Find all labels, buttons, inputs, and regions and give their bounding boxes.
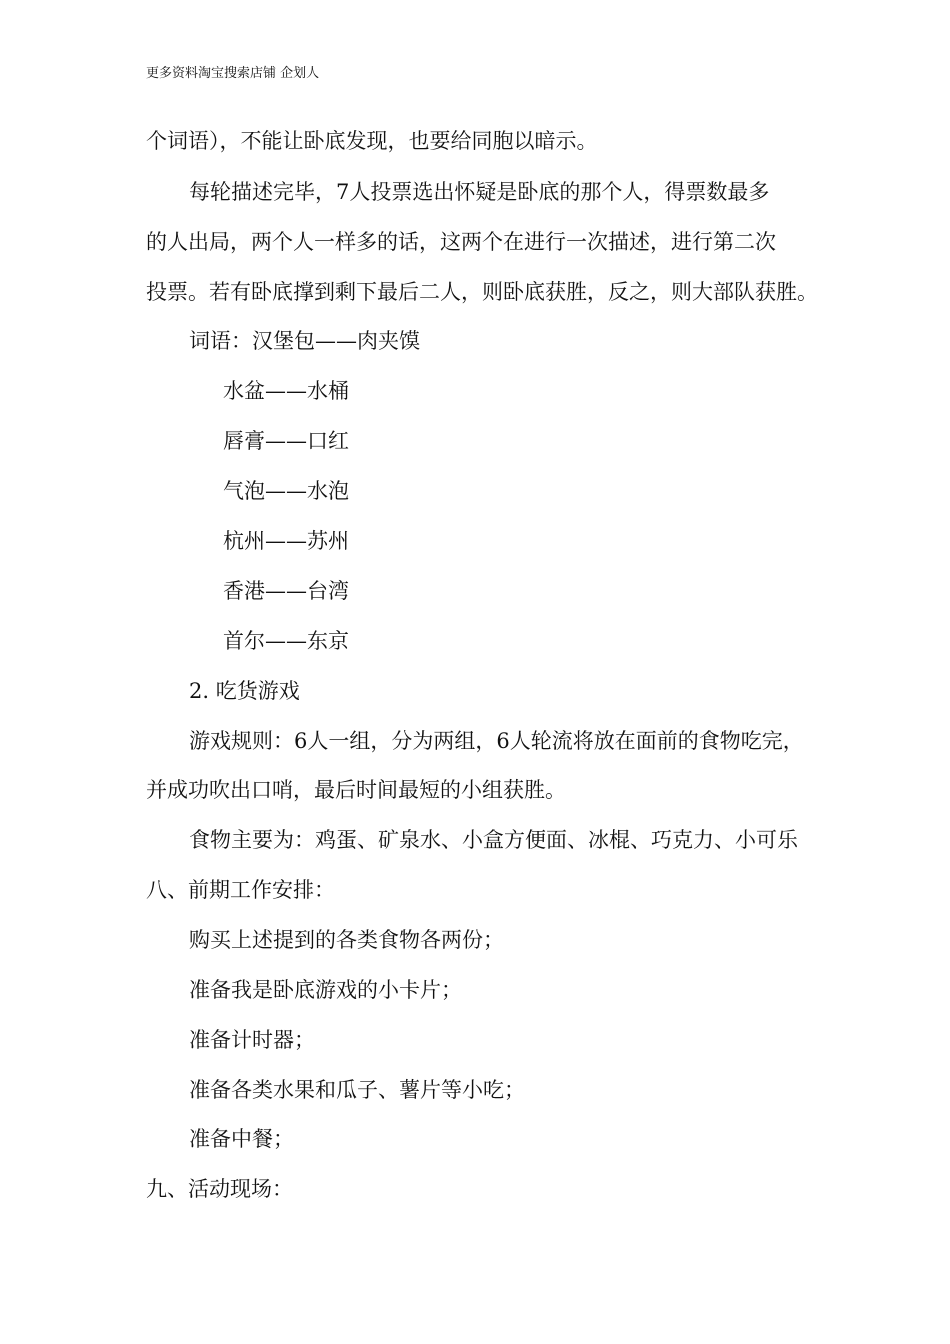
paragraph-line: 每轮描述完毕，7人投票选出怀疑是卧底的那个人，得票数最多 (189, 180, 770, 204)
task-item: 准备计时器； (189, 1028, 315, 1052)
paragraph-line: 并成功吹出口哨，最后时间最短的小组获胜。 (146, 778, 566, 802)
word-pair: 杭州——苏州 (223, 529, 349, 553)
word-pair: 香港——台湾 (223, 579, 349, 603)
word-pair: 气泡——水泡 (223, 479, 349, 503)
task-item: 准备中餐； (189, 1127, 294, 1151)
paragraph-line: 个词语），不能让卧底发现，也要给同胞以暗示。 (146, 129, 598, 153)
paragraph-line: 的人出局，两个人一样多的话，这两个在进行一次描述，进行第二次 (146, 230, 776, 254)
section-heading: 八、前期工作安排： (146, 878, 335, 902)
paragraph-line: 投票。若有卧底撑到剩下最后二人，则卧底获胜，反之，则大部队获胜。 (146, 280, 818, 304)
word-pair: 唇膏——口红 (223, 429, 349, 453)
paragraph-line: 游戏规则：6人一组，分为两组，6人轮流将放在面前的食物吃完， (189, 729, 804, 753)
word-pair: 首尔——东京 (223, 629, 349, 653)
word-pair-heading: 词语：汉堡包——肉夹馍 (189, 329, 420, 353)
task-item: 准备我是卧底游戏的小卡片； (189, 978, 462, 1002)
paragraph-line: 食物主要为：鸡蛋、矿泉水、小盒方便面、冰棍、巧克力、小可乐 (189, 828, 798, 852)
subsection-heading: 2. 吃货游戏 (189, 679, 300, 703)
page-header: 更多资料淘宝搜索店铺 企划人 (146, 66, 320, 81)
section-heading: 九、活动现场： (146, 1177, 293, 1201)
word-pair: 水盆——水桶 (223, 379, 349, 403)
task-item: 购买上述提到的各类食物各两份； (189, 928, 504, 952)
task-item: 准备各类水果和瓜子、薯片等小吃； (189, 1078, 525, 1102)
